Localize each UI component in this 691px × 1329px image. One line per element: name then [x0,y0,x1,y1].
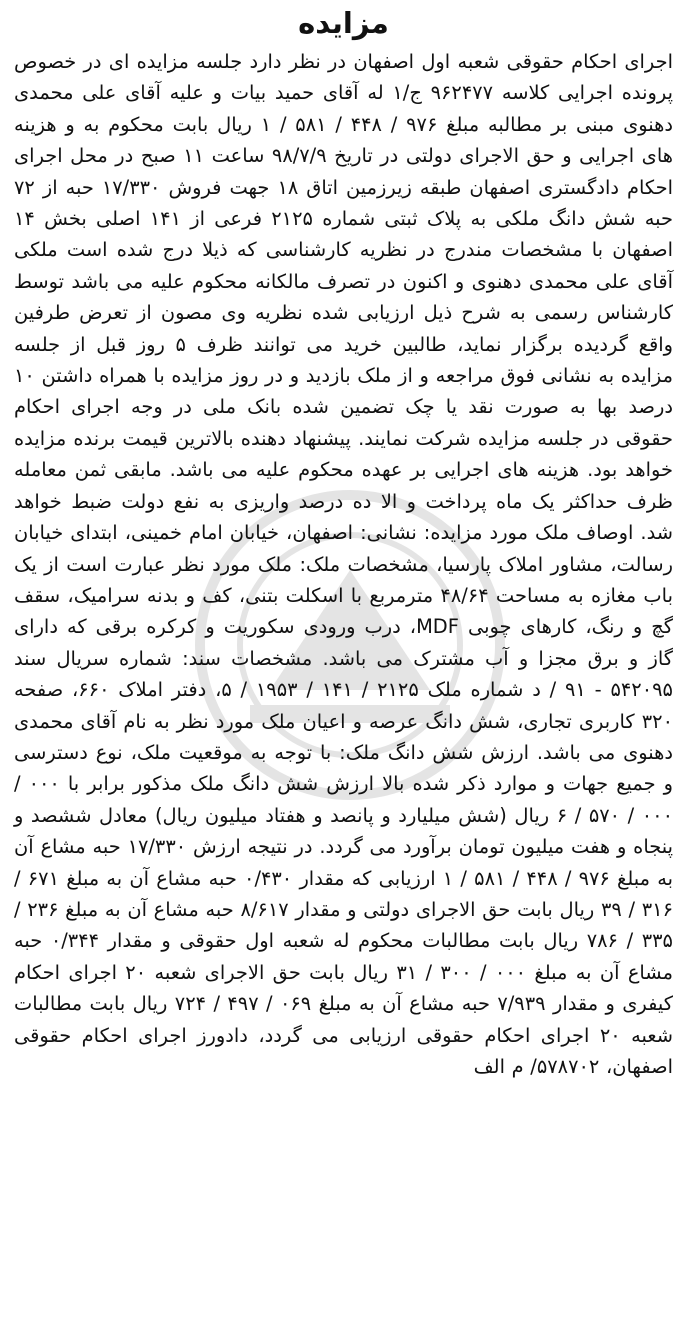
notice-title: مزایده [298,6,389,40]
notice-body: اجرای احکام حقوقی شعبه اول اصفهان در نظر دارد جلسه مزایده ای در خصوص پرونده اجرایی کلاسه ۹۶۲۴۷۷ ج/۱ له آقای حمید بیات و علیه آقای علی محمدی دهنوی مبنی بر مطالبه مبلغ ۹۷۶ / ۴۴۸ / ۵۸۱ / ۱ ریال بابت محکوم به و هزینه های اجرایی و حق الاجرای دولتی در تاریخ ۹۸/۷/۹ ساعت ۱۱ صبح در محل اجرای احکام دادگستری اصفهان طبقه زیرزمین اتاق ۱۸ جهت فروش ۱۷/۳۳۰ حبه از ۷۲ حبه شش دانگ ملکی به پلاک ثبتی شماره ۲۱۲۵ فرعی از ۱۴۱ اصلی بخش ۱۴ اصفهان با مشخصات مندرج در نظریه کارشناسی که ذیلا درج شده است ملکی آقای علی محمدی دهنوی و اکنون در تصرف مالکانه محکوم علیه می باشد توسط کارشناس رسمی به شرح ذیل ارزیابی شده نظریه وی مصون از تعرض طرفین واقع گردیده برگزار نماید، طالبین خرید می توانند ظرف ۵ روز قبل از جلسه مزایده به نشانی فوق مراجعه و از ملک بازدید و در روز مزایده با همراه داشتن ۱۰ درصد بها به صورت نقد یا چک تضمین شده بانک ملی در وجه اجرای احکام حقوقی در جلسه مزایده شرکت نمایند. پیشنهاد دهنده بالاترین قیمت برنده مزایده خواهد بود. هزینه های اجرایی بر عهده محکوم علیه می باشد. مابقی ثمن معامله ظرف حداکثر یک ماه پرداخت و الا ده درصد واریزی به نفع دولت ضبط خواهد شد. اوصاف ملک مورد مزایده: نشانی: اصفهان، خیابان امام خمینی، ابتدای خیابان رسالت، مشاور املاک پارسیا، مشخصات ملک: ملک مورد نظر عبارت است از یک باب مغازه به مساحت ۴۸/۶۴ مترمربع با اسکلت بتنی، کف و بدنه سرامیک، سقف گچ و رنگ، کارهای چوبی MDF، درب ورودی سکوریت و کرکره برقی که دارای گاز و برق مجزا و آب مشترک می باشد. مشخصات سند: شماره سریال سند ۵۴۲۰۹۵ - ۹۱ / د شماره ملک ۲۱۲۵ / ۱۴۱ / ۱۹۵۳ / ۵، دفتر املاک ۶۶۰، صفحه ۳۲۰ کاربری تجاری، شش دانگ عرصه و اعیان ملک مورد نظر به نام آقای محمدی دهنوی می باشد. ارزش شش دانگ ملک: با توجه به موقعیت ملک، نوع دسترسی و جمیع جهات و موارد ذکر شده بالا ارزش شش دانگ ملک مذکور برابر با ۰۰۰ / ۰۰۰ / ۵۷۰ / ۶ ریال (شش میلیارد و پانصد و هفتاد میلیون ریال) معادل ششصد و پنجاه و هفت میلیون تومان برآورد می گردد. در نتیجه ارزش ۱۷/۳۳۰ حبه مشاع آن به مبلغ ۹۷۶ / ۴۴۸ / ۵۸۱ / ۱ ارزیابی که مقدار ۰/۴۳۰ حبه مشاع آن به مبلغ ۶۷۱ / ۳۱۶ / ۳۹ ریال بابت حق الاجرای دولتی و مقدار ۸/۶۱۷ حبه مشاع آن به مبلغ ۲۳۶ / ۳۳۵ / ۷۸۶ ریال بابت مطالبات محکوم له شعبه اول حقوقی و مقدار ۰/۳۴۴ حبه مشاع آن به مبلغ ۰۰۰ / ۳۰۰ / ۳۱ ریال بابت حق الاجرای شعبه ۲۰ اجرای احکام کیفری و مقدار ۷/۹۳۹ حبه مشاع آن به مبلغ ۰۶۹ / ۴۹۷ / ۷۲۴ ریال بابت مطالبات شعبه ۲۰ اجرای احکام حقوقی ارزیابی می گردد، دادورز اجرای احکام حقوقی اصفهان، ۵۷۸۷۰۲/ م الف [14,50,674,1078]
